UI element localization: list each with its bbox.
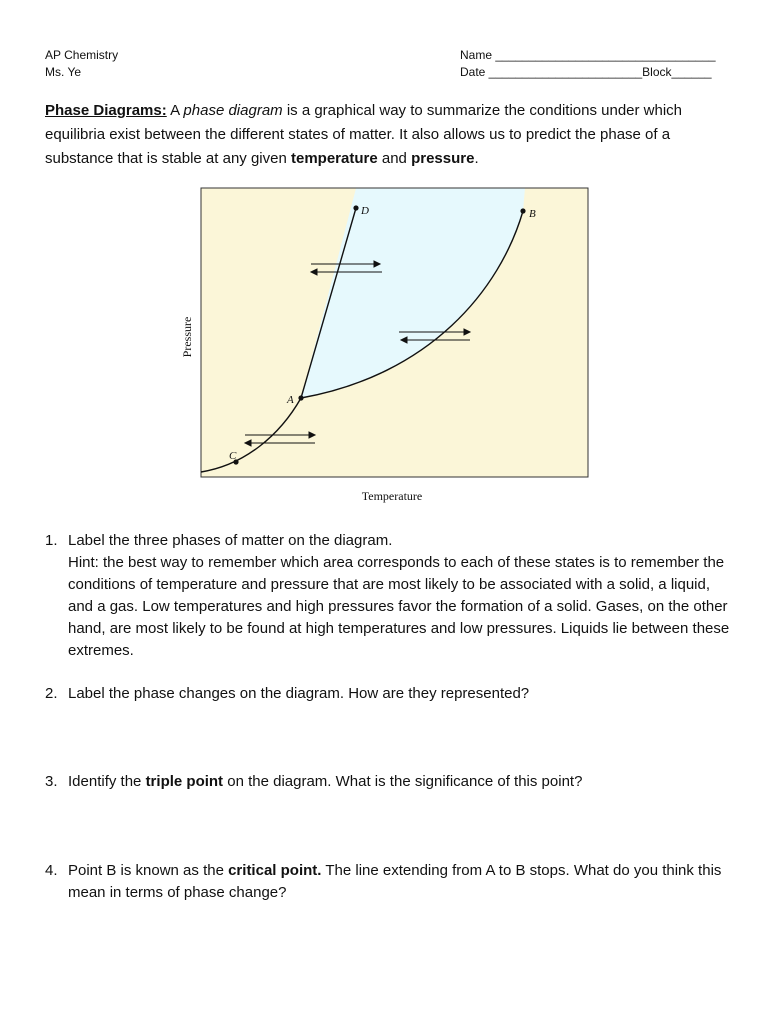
point-b-label: B [529, 208, 536, 220]
course-name: AP Chemistry [45, 48, 119, 62]
header-left [45, 47, 118, 81]
question-2 [45, 683, 735, 705]
point-a-marker [298, 395, 303, 400]
y-axis-label: Pressure [180, 316, 194, 358]
point-d-label: D [361, 205, 369, 217]
question-number: 4. [45, 862, 58, 879]
question-1 [45, 530, 735, 662]
question-3-text [68, 771, 735, 793]
section-title: Phase Diagrams: [45, 102, 167, 119]
question-number: 3. [45, 773, 58, 790]
intro-text: is a graphical way to summarize the conditions under which equilibria exist between the different states of matter. It also allows us to predict the phase of a substance that is stable at any given [45, 102, 683, 167]
header-right [460, 47, 716, 81]
intro-and: and [377, 150, 412, 167]
intro-period: . [474, 150, 479, 167]
question-1-text: Label the three phases of matter on the diagram. [68, 532, 393, 549]
question-4-bold-term: critical point. [228, 862, 322, 879]
intro-paragraph [45, 99, 735, 171]
teacher-name: Ms. Ye [45, 65, 82, 79]
question-3-pre: Identify the [68, 773, 146, 790]
intro-term: phase diagram [183, 102, 283, 119]
question-4-post: The line extending from A to B stops. What do you think this mean in terms of phase change? [68, 862, 722, 901]
x-axis-label: Temperature [361, 489, 423, 503]
date-block-field-label: Date _______________________Block______ [460, 65, 712, 79]
question-4-text [68, 860, 735, 904]
intro-lead: A [166, 102, 184, 119]
point-a-label: A [287, 394, 294, 406]
question-4 [45, 860, 735, 904]
point-b-marker [520, 208, 525, 213]
phase-diagram [170, 180, 600, 510]
question-3 [45, 771, 735, 793]
question-3-bold-term: triple point [145, 773, 224, 790]
question-number: 2. [45, 685, 58, 702]
intro-bold-temperature: temperature [290, 150, 378, 167]
name-field-label: Name _________________________________ [460, 48, 716, 62]
question-2-text: Label the phase changes on the diagram. How are they represented? [68, 685, 530, 702]
question-4-pre: Point B is known as the [68, 862, 229, 879]
point-c-label: C [229, 450, 237, 462]
intro-bold-pressure: pressure [411, 150, 475, 167]
question-3-post: on the diagram. What is the significance of this point? [223, 773, 583, 790]
question-1-hint: Hint: the best way to remember which area corresponds to each of these states is to remember the conditions of temperature and pressure that are most likely to be associated with a solid, a liquid, and a gas. Low temperatures and high pressures favor the formation of a solid. Gases, on the other hand, are most likely to be found at high temperatures and low pressures. Liquids lie between these extremes. [68, 554, 730, 659]
question-number: 1. [45, 532, 58, 549]
point-d-marker [353, 205, 358, 210]
